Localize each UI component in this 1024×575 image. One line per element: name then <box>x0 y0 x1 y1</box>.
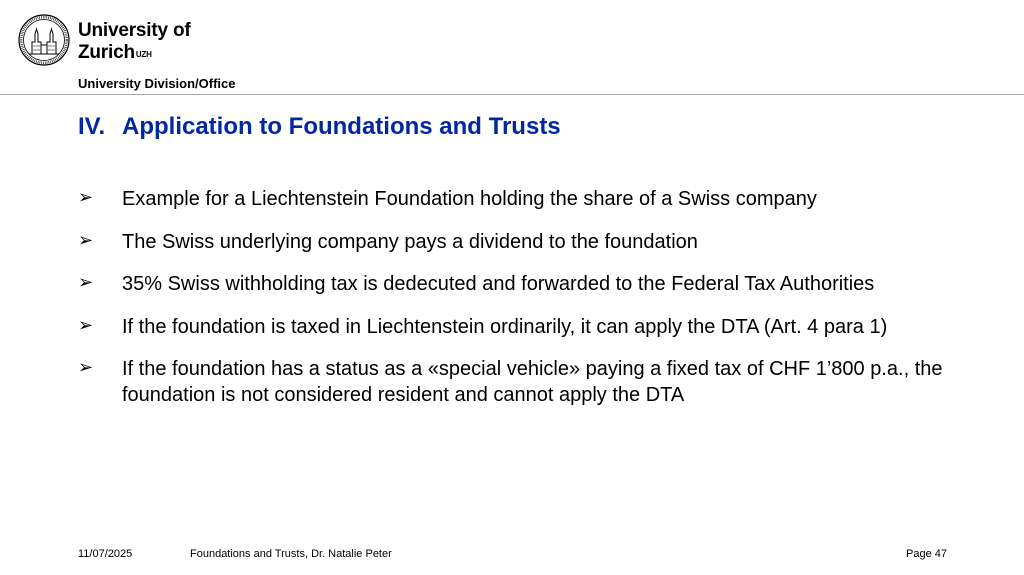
arrowhead-bullet-icon: ➢ <box>78 314 94 335</box>
bullet-list <box>78 186 978 425</box>
university-wordmark <box>78 20 191 64</box>
footer-date: 11/07/2025 <box>78 548 133 560</box>
university-name-line2: Zurich <box>78 42 135 63</box>
list-item <box>78 271 978 297</box>
bullet-text: 35% Swiss withholding tax is dedecuted and forwarded to the Federal Tax Authorities <box>122 273 875 295</box>
bullet-text: If the foundation is taxed in Liechtenstein ordinarily, it can apply the DTA (Art. 4 para 1) <box>122 315 888 338</box>
uzh-superscript: UZH <box>135 50 152 59</box>
list-item <box>78 314 978 340</box>
slide-title: Application to Foundations and Trusts <box>122 113 561 140</box>
footer-presentation-title: Foundations and Trusts, Dr. Natalie Peter <box>190 548 392 560</box>
arrowhead-bullet-icon: ➢ <box>78 229 94 250</box>
footer-page-number: Page 47 <box>906 548 947 560</box>
arrowhead-bullet-icon: ➢ <box>78 357 94 377</box>
bullet-text: Example for a Liechtenstein Foundation holding the share of a Swiss company <box>122 188 817 210</box>
university-seal-icon <box>18 14 70 66</box>
university-name-line1: University of <box>78 20 191 41</box>
list-item <box>78 186 978 212</box>
arrowhead-bullet-icon: ➢ <box>78 272 94 292</box>
list-item <box>78 229 978 255</box>
bullet-text: The Swiss underlying company pays a dividend to the foundation <box>122 230 698 253</box>
arrowhead-bullet-icon: ➢ <box>78 187 94 207</box>
bullet-text: If the foundation has a status as a «special vehicle» paying a fixed tax of CHF 1’800 p.a., the foundation is not considered resident and cannot apply the DTA <box>122 358 943 406</box>
slide-title-number: IV. <box>78 113 106 140</box>
header-divider <box>0 94 1024 95</box>
division-label: University Division/Office <box>78 76 236 91</box>
list-item <box>78 356 978 408</box>
